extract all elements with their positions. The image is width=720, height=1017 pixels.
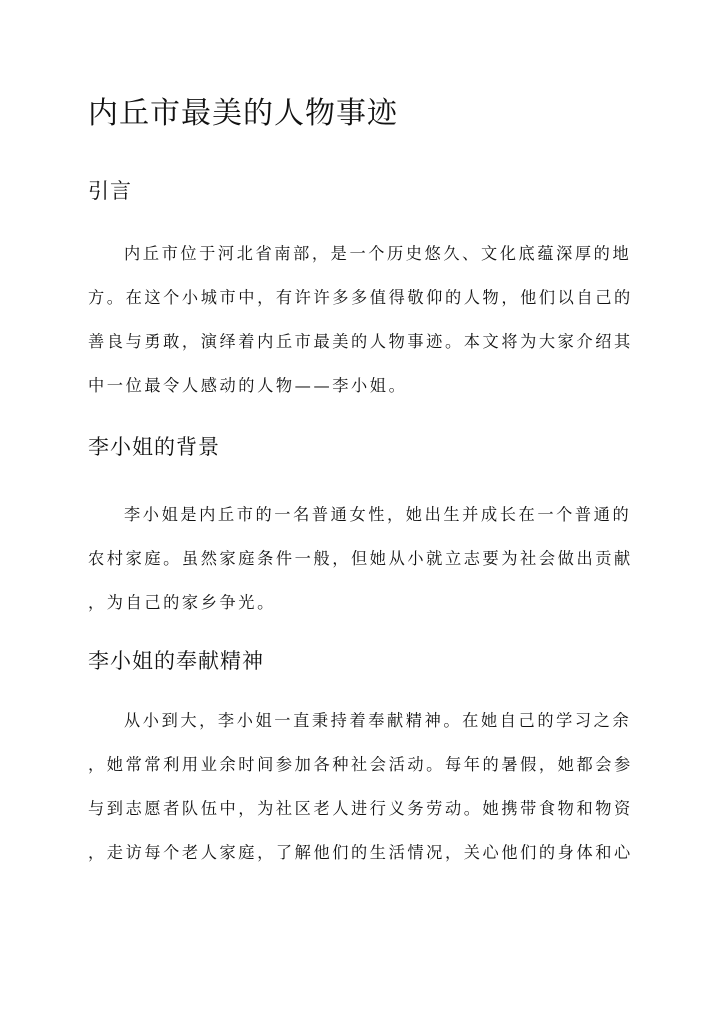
- paragraph-line: ，走访每个老人家庭，了解他们的生活情况，关心他们的身体和心: [88, 843, 633, 862]
- dedication-paragraph: [88, 699, 633, 875]
- section-heading-background: 李小姐的背景: [88, 435, 220, 459]
- paragraph-line: 农村家庭。虽然家庭条件一般，但她从小就立志要为社会做出贡献: [88, 549, 633, 568]
- paragraph-line: 李小姐是内丘市的一名普通女性，她出生并成长在一个普通的: [124, 505, 632, 524]
- background-paragraph: [88, 493, 633, 625]
- paragraph-line: 方。在这个小城市中，有许许多多值得敬仰的人物，他们以自己的: [88, 288, 633, 307]
- section-heading-dedication: 李小姐的奉献精神: [88, 649, 264, 673]
- document-title: 内丘市最美的人物事迹: [88, 96, 398, 131]
- paragraph-line: ，她常常利用业余时间参加各种社会活动。每年的暑假，她都会参: [88, 755, 633, 774]
- paragraph-line: 与到志愿者队伍中，为社区老人进行义务劳动。她携带食物和物资: [88, 799, 633, 818]
- paragraph-line: 善良与勇敢，演绎着内丘市最美的人物事迹。本文将为大家介绍其: [88, 332, 633, 351]
- intro-paragraph: [88, 232, 633, 408]
- section-heading-intro: 引言: [88, 179, 132, 203]
- paragraph-line: 中一位最令人感动的人物——李小姐。: [88, 376, 408, 395]
- paragraph-line: ，为自己的家乡争光。: [88, 593, 276, 612]
- paragraph-line: 内丘市位于河北省南部，是一个历史悠久、文化底蕴深厚的地: [124, 244, 632, 263]
- paragraph-line: 从小到大，李小姐一直秉持着奉献精神。在她自己的学习之余: [124, 711, 632, 730]
